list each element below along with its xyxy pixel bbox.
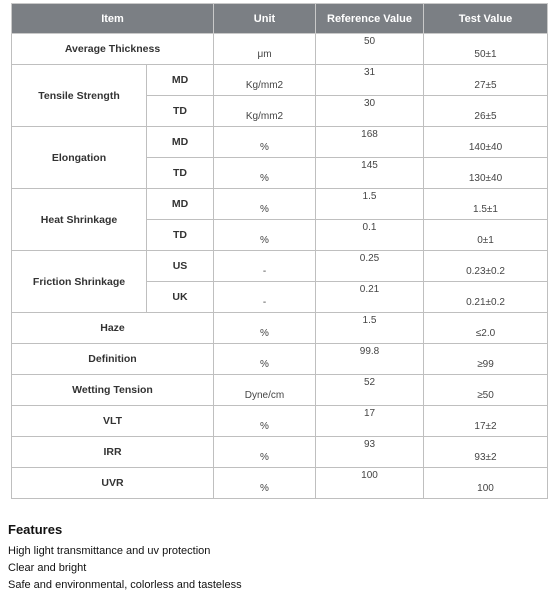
reference-cell: 168 — [316, 127, 424, 158]
sub-item-cell: MD — [147, 65, 214, 96]
reference-cell: 99.8 — [316, 344, 424, 375]
features-section — [8, 522, 242, 594]
test-cell: ≥50 — [424, 375, 548, 406]
table-row — [12, 65, 548, 96]
item-cell: Heat Shrinkage — [12, 189, 147, 251]
item-cell: Wetting Tension — [12, 375, 214, 406]
table-row — [12, 34, 548, 65]
test-cell: 130±40 — [424, 158, 548, 189]
unit-cell: Dyne/cm — [214, 375, 316, 406]
test-cell: 140±40 — [424, 127, 548, 158]
reference-cell: 145 — [316, 158, 424, 189]
table-row — [12, 406, 548, 437]
item-cell: Definition — [12, 344, 214, 375]
unit-cell: % — [214, 468, 316, 499]
test-cell: 0.23±0.2 — [424, 251, 548, 282]
unit-cell: % — [214, 437, 316, 468]
reference-cell: 0.1 — [316, 220, 424, 251]
header-reference-value: Reference Value — [316, 4, 424, 34]
spec-table — [11, 3, 548, 499]
test-cell: 0.21±0.2 — [424, 282, 548, 313]
table-header-row — [12, 4, 548, 34]
reference-cell: 1.5 — [316, 313, 424, 344]
reference-cell: 17 — [316, 406, 424, 437]
item-cell: IRR — [12, 437, 214, 468]
reference-cell: 30 — [316, 96, 424, 127]
features-list — [8, 543, 242, 594]
test-cell: ≤2.0 — [424, 313, 548, 344]
header-unit: Unit — [214, 4, 316, 34]
sub-item-cell: UK — [147, 282, 214, 313]
test-cell: 17±2 — [424, 406, 548, 437]
reference-cell: 0.21 — [316, 282, 424, 313]
item-cell: Average Thickness — [12, 34, 214, 65]
item-cell: Tensile Strength — [12, 65, 147, 127]
reference-cell: 31 — [316, 65, 424, 96]
test-cell: 26±5 — [424, 96, 548, 127]
table-row — [12, 189, 548, 220]
reference-cell: 100 — [316, 468, 424, 499]
test-cell: ≥99 — [424, 344, 548, 375]
test-cell: 100 — [424, 468, 548, 499]
item-cell: VLT — [12, 406, 214, 437]
unit-cell: μm — [214, 34, 316, 65]
test-cell: 0±1 — [424, 220, 548, 251]
sub-item-cell: MD — [147, 127, 214, 158]
unit-cell: Kg/mm2 — [214, 65, 316, 96]
unit-cell: % — [214, 189, 316, 220]
table-row — [12, 313, 548, 344]
unit-cell: % — [214, 220, 316, 251]
sub-item-cell: TD — [147, 220, 214, 251]
test-cell: 50±1 — [424, 34, 548, 65]
sub-item-cell: MD — [147, 189, 214, 220]
reference-cell: 52 — [316, 375, 424, 406]
reference-cell: 93 — [316, 437, 424, 468]
sub-item-cell: TD — [147, 158, 214, 189]
item-cell: Friction Shrinkage — [12, 251, 147, 313]
unit-cell: - — [214, 282, 316, 313]
table-row — [12, 437, 548, 468]
features-title: Features — [8, 522, 63, 537]
test-cell: 93±2 — [424, 437, 548, 468]
unit-cell: % — [214, 158, 316, 189]
header-item: Item — [12, 4, 214, 34]
table-row — [12, 251, 548, 282]
unit-cell: % — [214, 406, 316, 437]
feature-item: Safe and environmental, colorless and tasteless — [8, 579, 242, 591]
sub-item-cell: US — [147, 251, 214, 282]
item-cell: Elongation — [12, 127, 147, 189]
reference-cell: 50 — [316, 34, 424, 65]
feature-item: High light transmittance and uv protection — [8, 545, 211, 557]
unit-cell: Kg/mm2 — [214, 96, 316, 127]
unit-cell: % — [214, 344, 316, 375]
sub-item-cell: TD — [147, 96, 214, 127]
table-row — [12, 344, 548, 375]
reference-cell: 0.25 — [316, 251, 424, 282]
unit-cell: - — [214, 251, 316, 282]
header-test-value: Test Value — [424, 4, 548, 34]
unit-cell: % — [214, 313, 316, 344]
item-cell: UVR — [12, 468, 214, 499]
unit-cell: % — [214, 127, 316, 158]
table-row — [12, 375, 548, 406]
test-cell: 1.5±1 — [424, 189, 548, 220]
feature-item: Clear and bright — [8, 562, 87, 574]
item-cell: Haze — [12, 313, 214, 344]
reference-cell: 1.5 — [316, 189, 424, 220]
test-cell: 27±5 — [424, 65, 548, 96]
table-row — [12, 468, 548, 499]
table-row — [12, 127, 548, 158]
